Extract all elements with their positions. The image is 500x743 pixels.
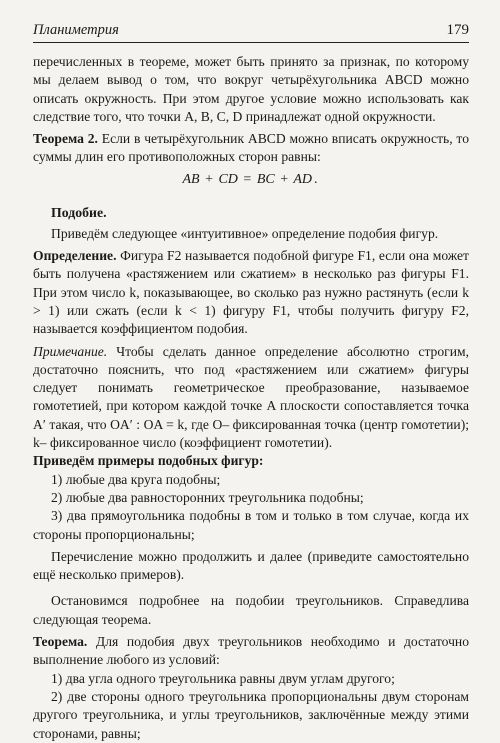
formula-equals: = — [243, 171, 252, 187]
section-heading-similarity: Подобие. — [51, 204, 107, 220]
running-header — [33, 22, 469, 43]
example-item-1: 1) любые два круга подобны; — [51, 471, 221, 487]
condition-item-2: 2) две стороны одного треугольника пропорциональны двум сторонам другого треугольника, и углы треугольников, заключённые между этими сторонами, равны; — [33, 688, 469, 741]
formula-cd: CD — [218, 171, 238, 187]
formula-tangential-quadrilateral — [33, 169, 469, 191]
formula-dot: . — [314, 171, 318, 187]
theorem-text: Для подобия двух треугольников необходимо и достаточно выполнение любого из условий: — [33, 634, 469, 668]
formula-ab: AB — [182, 171, 200, 187]
running-title: Планиметрия — [33, 22, 119, 38]
theorem-similarity — [33, 633, 469, 670]
continue-note: Перечисление можно продолжить и далее (приведите самостоятельно ещё несколько примеров). — [33, 548, 469, 583]
formula-bc: BC — [256, 171, 275, 187]
examples-heading: Приведём примеры подобных фигур: — [33, 453, 264, 469]
formula-plus-1: + — [205, 171, 213, 187]
definition-text: Фигура F2 называется подобной фигуре F1, если она может быть получена «растяжением или сжатием» в несколько раз фигуры F1. При этом число k, показывающее, во сколько раз нужно растянуть (если k > 1) или сжать (если k < 1) фигуру F1, чтобы получить фигуру F2, называется коэффициентом подобия. — [33, 248, 469, 337]
definition-label: Определение. — [33, 248, 117, 264]
paragraph-continuation: перечисленных в теореме, может быть принято за признак, по которому мы делаем вывод о том, что вокруг четырёхугольника ABCD можно описать окружность. При этом другое условие можно использовать как следствие того, что точки A, B, C, D принадлежат одной окружности. — [33, 54, 469, 124]
formula-ad: AD — [293, 171, 313, 187]
intro-paragraph: Приведём следующее «интуитивное» определение подобия фигур. — [51, 225, 439, 241]
stop-paragraph: Остановимся подробнее на подобии треугольников. Справедлива следующая теорема. — [33, 593, 469, 627]
formula-plus-2: + — [280, 171, 289, 187]
theorem-2-text: Если в четырёхугольник ABCD можно вписать окружность, то суммы длин его противоположных сторон равны: — [33, 131, 469, 165]
definition — [33, 247, 469, 338]
note-text: Чтобы сделать данное определение абсолютно строгим, достаточно пояснить, что под «растяжением или сжатием» фигуры следует понимать геометрическое преобразование, называемое гомотетией, при котором каждой точке A плоскости сопоставляется точка A′ такая, что OA′ : OA = k, где O– фиксированная точка (центр гомотетии); k– фиксированное число (коэффициент гомотетии). — [33, 343, 469, 451]
theorem-2-label: Теорема 2. — [33, 131, 98, 147]
note-label: Примечание. — [33, 343, 108, 359]
theorem-label: Теорема. — [33, 634, 88, 650]
theorem-2 — [33, 130, 469, 167]
example-item-2: 2) любые два равносторонних треугольника подобны; — [51, 489, 364, 505]
page-number: 179 — [446, 22, 469, 38]
condition-item-1: 1) два угла одного треугольника равны двум углам другого; — [51, 670, 395, 686]
note — [33, 343, 469, 453]
example-item-3: 3) два прямоугольника подобны в том и только в том случае, когда их стороны пропорциональны; — [33, 508, 469, 542]
